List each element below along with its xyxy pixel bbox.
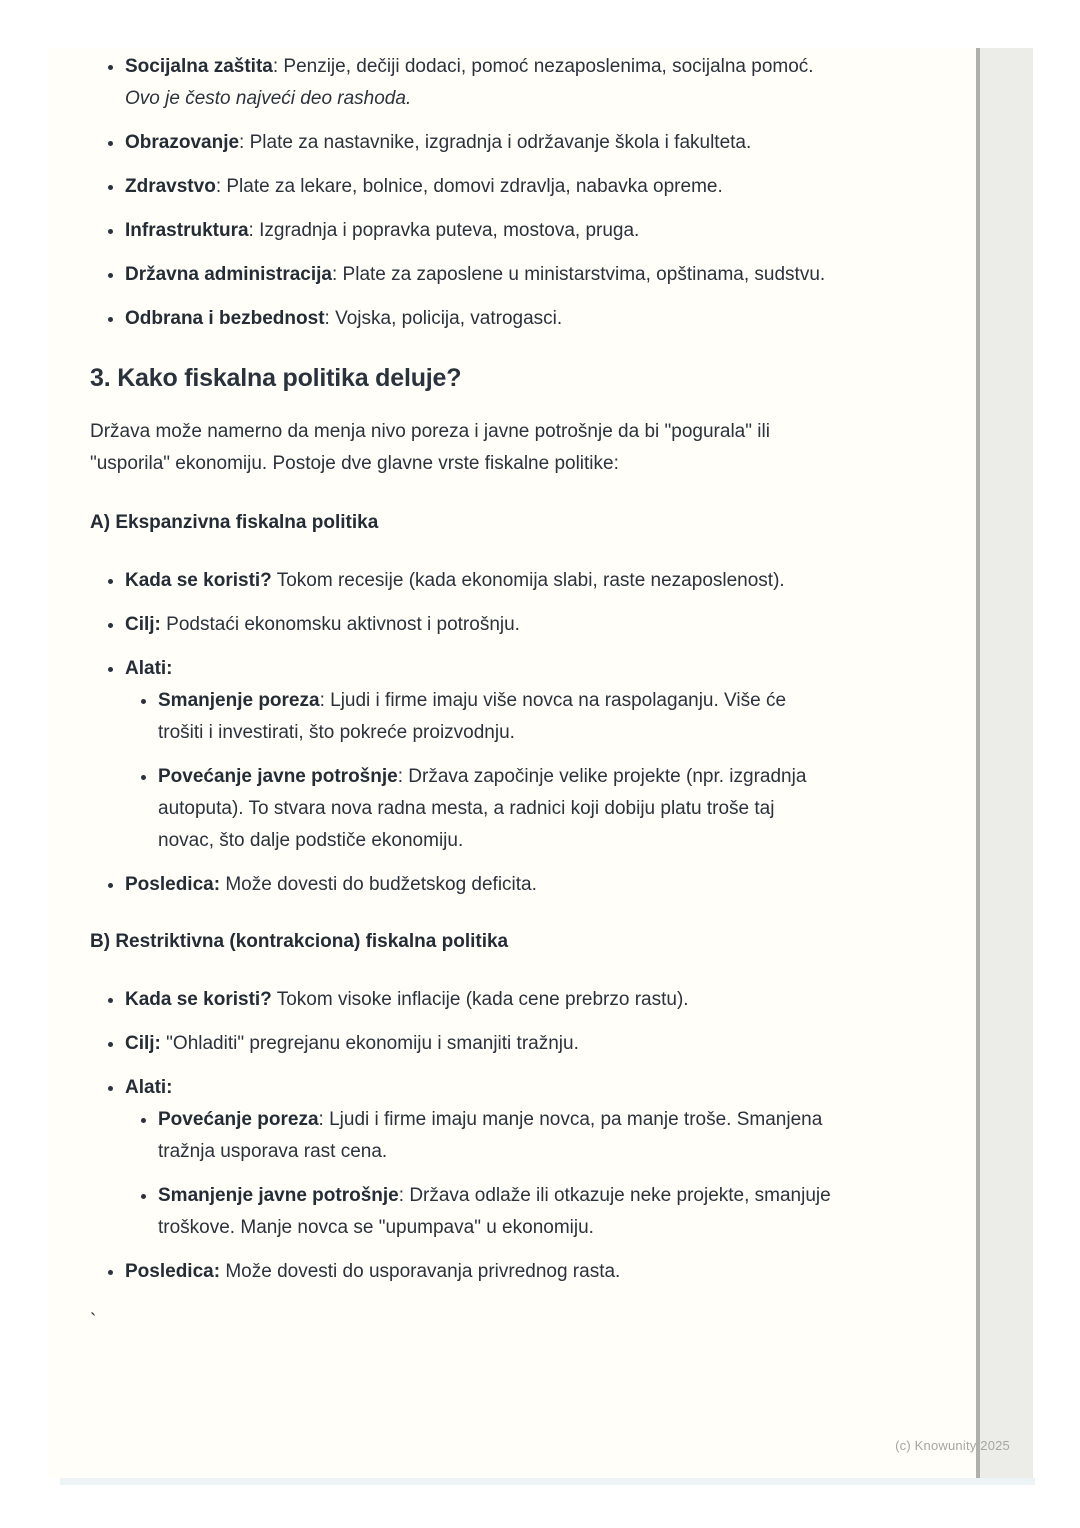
item-separator: : bbox=[239, 132, 250, 153]
tools-sublist bbox=[125, 685, 834, 857]
item-term: Povećanje poreza bbox=[158, 1109, 319, 1130]
section-b-list bbox=[90, 984, 834, 1288]
item-text: Država odlaže ili otkazuje neke projekte, smanjuje troškove. Manje novca se "upumpava" u ekonomiju. bbox=[158, 1185, 831, 1238]
item-text: Podstaći ekonomsku aktivnost i potrošnju. bbox=[160, 614, 520, 635]
item-text: Penzije, dečiji dodaci, pomoć nezaposlenima, socijalna pomoć. bbox=[283, 56, 814, 77]
item-text: Ljudi i firme imaju manje novca, pa manje troše. Smanjena tražnja usporava rast cena. bbox=[158, 1109, 823, 1162]
item-term: Smanjenje javne potrošnje bbox=[158, 1185, 399, 1206]
list-item bbox=[125, 303, 834, 335]
item-text: Plate za zaposlene u ministarstvima, opštinama, sudstvu. bbox=[342, 264, 826, 285]
item-note-italic: Ovo je često najveći deo rashoda. bbox=[125, 88, 412, 109]
subsection-b-title: B) Restriktivna (kontrakciona) fiskalna politika bbox=[90, 931, 509, 952]
item-term: Alati: bbox=[125, 1077, 173, 1098]
item-text: "Ohladiti" pregrejanu ekonomiju i smanjiti tražnju. bbox=[160, 1033, 579, 1054]
item-text: Država započinje velike projekte (npr. izgradnja autoputa). To stvara nova radna mesta, a radnici koji dobiju platu troše taj novac, što dalje podstiče ekonomiju. bbox=[158, 766, 807, 851]
item-term: Državna administracija bbox=[125, 264, 332, 285]
watermark-text: (c) Knowunity 2025 bbox=[895, 1438, 1010, 1453]
item-term: Cilj: bbox=[125, 614, 161, 635]
list-item bbox=[125, 51, 834, 115]
list-item bbox=[125, 653, 834, 857]
list-item bbox=[125, 215, 834, 247]
item-text: Plate za nastavnike, izgradnja i održavanje škola i fakulteta. bbox=[249, 132, 752, 153]
item-separator: : bbox=[318, 1109, 330, 1130]
list-item bbox=[125, 171, 834, 203]
item-separator: : bbox=[319, 690, 331, 711]
item-text: Izgradnja i popravka puteva, mostova, pruga. bbox=[259, 220, 640, 241]
section-a-list bbox=[90, 565, 834, 901]
scrollbar-track[interactable] bbox=[976, 48, 1033, 1478]
list-item bbox=[125, 1256, 834, 1288]
intro-paragraph: Država može namerno da menja nivo poreza i javne potrošnje da bi "pogurala" ili "usporila" ekonomiju. Postoje dve glavne vrste fiskalne politike: bbox=[90, 421, 770, 474]
item-term: Kada se koristi? bbox=[125, 989, 272, 1010]
list-item bbox=[125, 869, 834, 901]
item-term: Cilj: bbox=[125, 1033, 161, 1054]
item-text: Plate za lekare, bolnice, domovi zdravlja, nabavka opreme. bbox=[226, 176, 723, 197]
list-item bbox=[125, 984, 834, 1016]
item-term: Infrastruktura bbox=[125, 220, 249, 241]
list-item bbox=[125, 127, 834, 159]
document-content bbox=[48, 51, 834, 1338]
item-term: Povećanje javne potrošnje bbox=[158, 766, 398, 787]
item-text: Može dovesti do usporavanja privrednog rasta. bbox=[220, 1261, 621, 1282]
item-separator: : bbox=[272, 56, 284, 77]
list-item bbox=[158, 1180, 834, 1244]
item-text: Ljudi i firme imaju više novca na raspolaganju. Više će trošiti i investirati, što pokreće proizvodnju. bbox=[158, 690, 787, 743]
item-term: Alati: bbox=[125, 658, 173, 679]
item-separator: : bbox=[324, 308, 336, 329]
item-term: Obrazovanje bbox=[125, 132, 240, 153]
item-term: Posledica: bbox=[125, 1261, 221, 1282]
document-page bbox=[48, 48, 976, 1478]
item-separator: : bbox=[398, 1185, 410, 1206]
item-term: Kada se koristi? bbox=[125, 570, 272, 591]
list-item bbox=[125, 565, 834, 597]
list-item bbox=[125, 1072, 834, 1244]
tools-sublist bbox=[125, 1104, 834, 1244]
item-separator: : bbox=[248, 220, 260, 241]
list-item bbox=[158, 685, 834, 749]
item-term: Smanjenje poreza bbox=[158, 690, 320, 711]
item-term: Zdravstvo bbox=[125, 176, 216, 197]
item-separator: : bbox=[331, 264, 343, 285]
item-text: Vojska, policija, vatrogasci. bbox=[335, 308, 563, 329]
list-item bbox=[125, 1028, 834, 1060]
subsection-a-title: A) Ekspanzivna fiskalna politika bbox=[90, 512, 379, 533]
section-heading: 3. Kako fiskalna politika deluje? bbox=[90, 364, 462, 392]
item-text: Može dovesti do budžetskog deficita. bbox=[220, 874, 537, 895]
list-item bbox=[125, 609, 834, 641]
item-separator: : bbox=[215, 176, 227, 197]
list-item bbox=[125, 259, 834, 291]
list-item bbox=[158, 1104, 834, 1168]
expenses-list bbox=[90, 51, 834, 335]
item-term: Socijalna zaštita bbox=[125, 56, 273, 77]
item-separator: : bbox=[397, 766, 409, 787]
item-term: Odbrana i bezbednost bbox=[125, 308, 325, 329]
stray-character: ` bbox=[90, 1311, 97, 1332]
item-text: Tokom recesije (kada ekonomija slabi, raste nezaposlenost). bbox=[271, 570, 785, 591]
item-text: Tokom visoke inflacije (kada cene prebrzo rastu). bbox=[271, 989, 689, 1010]
page-bottom-shadow bbox=[60, 1478, 1035, 1485]
list-item bbox=[158, 761, 834, 857]
item-term: Posledica: bbox=[125, 874, 221, 895]
